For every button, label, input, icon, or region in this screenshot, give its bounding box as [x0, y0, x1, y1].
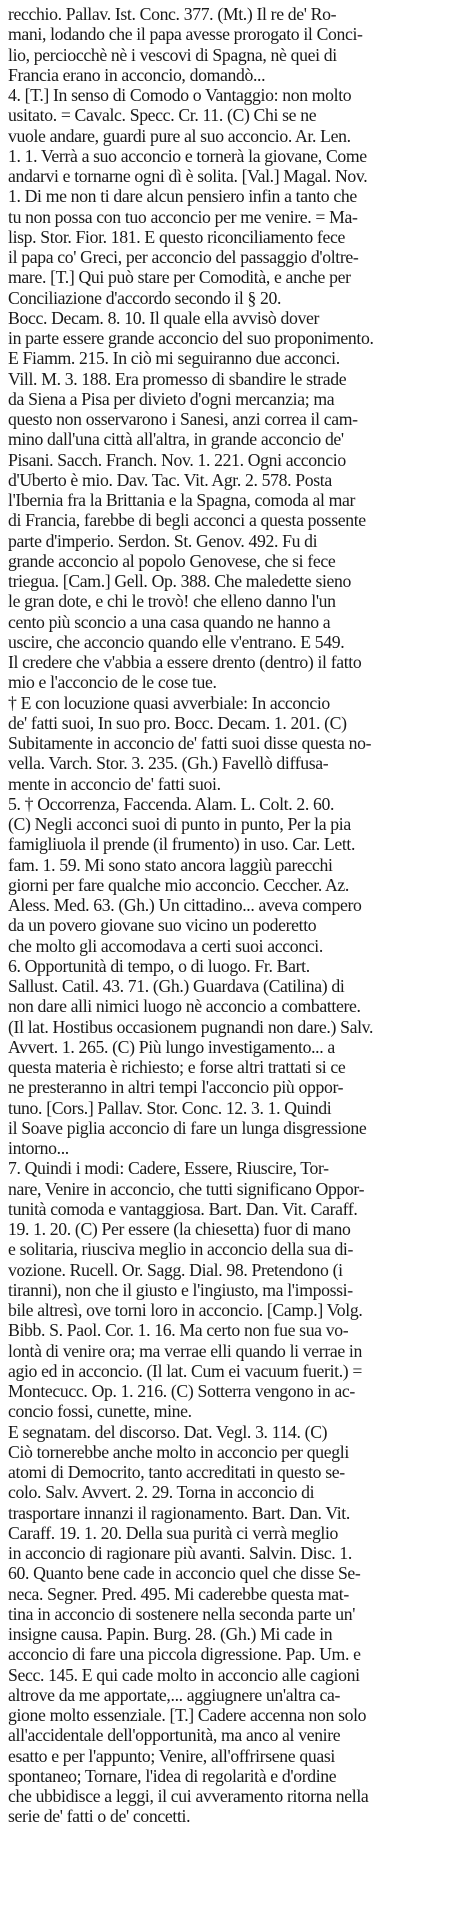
text-line: 60. Quanto bene cade in acconcio quel che disse Se- — [8, 1563, 361, 1584]
sense-heading-line: E segnatam. del discorso. Dat. Vegl. 3. 114. (C) — [8, 1421, 328, 1442]
text-line: Subitamente in acconcio de' fatti suoi disse questa no- — [8, 733, 372, 753]
text-line: Pisani. Sacch. Franch. Nov. 1. 221. Ogni acconcio — [8, 449, 346, 470]
dictionary-entry-column — [8, 4, 469, 1909]
text-line: fam. 1. 59. Mi sono stato ancora laggiù parecchi — [8, 854, 333, 875]
text-line: acconcio di fare una piccola digressione. Pap. Um. e — [8, 1644, 361, 1665]
text-line: grande acconcio al popolo Genovese, che si fece — [8, 550, 336, 571]
text-line: gione molto essenziale. [T.] Cadere accenna non solo — [8, 1705, 367, 1725]
text-line: di Francia, farebbe di begli acconci a questa possente — [8, 510, 366, 531]
text-line: vuole andare, guardi pure al suo acconcio. Ar. Len. — [8, 125, 351, 146]
text-line: E Fiamm. 215. In ciò mi seguiranno due acconci. — [8, 348, 340, 369]
text-line: andarvi e tornarne ogni dì è solita. [Val.] Magal. Nov. — [8, 166, 368, 186]
sense-heading-line: † E con locuzione quasi avverbiale: In acconcio — [8, 692, 330, 713]
text-line: mani, lodando che il papa avesse prorogato il Conci- — [8, 24, 363, 45]
text-line: che ubbidisce a leggi, il cui avveramento ritorna nella — [8, 1786, 369, 1806]
text-line: recchio. Pallav. Ist. Conc. 377. (Mt.) Il re de' Ro- — [8, 4, 337, 24]
text-line: mio e l'acconcio de le cose tue. — [8, 672, 217, 693]
text-line: concio fossi, cunette, mine. — [8, 1401, 192, 1422]
text-line: (C) Negli acconci suoi di punto in punto, Per la pia — [8, 814, 351, 834]
text-line: trasportare innanzi il ragionamento. Bart. Dan. Vit. — [8, 1502, 350, 1523]
text-line: non dare alli nimici luogo nè acconcio a combattere. — [8, 996, 361, 1017]
sense-heading-line: 7. Quindi i modi: Cadere, Essere, Riuscire, Tor- — [8, 1158, 329, 1179]
text-line: in parte essere grande acconcio del suo proponimento. — [8, 328, 374, 348]
text-line: all'accidentale dell'opportunità, ma anco al venire — [8, 1725, 341, 1746]
text-line: colo. Salv. Avvert. 2. 29. Torna in acconcio di — [8, 1482, 315, 1503]
text-line: 1. Di me non ti dare alcun pensiero infin a tanto che — [8, 186, 357, 207]
text-line: (Il lat. Hostibus occasionem pugnandi non dare.) Salv. — [8, 1016, 374, 1037]
text-line: tu non possa con tuo acconcio per me venire. = Ma- — [8, 206, 358, 227]
text-line — [8, 1827, 469, 1847]
text-line: de' fatti suoi, In suo pro. Bocc. Decam. 1. 201. (C) — [8, 712, 347, 733]
text-line: usitato. = Cavalc. Specc. Cr. 11. (C) Chi se ne — [8, 105, 317, 126]
text-line: Ciò tornerebbe anche molto in acconcio per quegli — [8, 1441, 349, 1462]
text-line: da Siena a Pisa per divieto d'ogni mercanzia; ma — [8, 388, 335, 409]
text-line: il Soave piglia acconcio di fare un lunga disgressione — [8, 1117, 367, 1138]
text-line: questo non osservarono i Sanesi, anzi correa il cam- — [8, 409, 358, 429]
text-line: Secc. 145. E qui cade molto in acconcio alle cagioni — [8, 1664, 360, 1685]
text-line: l'Ibernia fra la Brittania e la Spagna, comoda al mar — [8, 490, 356, 510]
text-line: Bibb. S. Paol. Cor. 1. 16. Ma certo non fue sua vo- — [8, 1320, 349, 1341]
text-line: 19. 1. 20. (C) Per essere (la chiesetta) fuor di mano — [8, 1219, 351, 1239]
text-line: in acconcio di ragionare più avanti. Salvin. Disc. 1. — [8, 1543, 352, 1563]
text-line: da un povero giovane suo vicino un poderetto — [8, 915, 317, 936]
text-line: spontaneo; Tornare, l'idea di regolarità e d'ordine — [8, 1765, 337, 1786]
text-line: ne presteranno in altri tempi l'acconcio più oppor- — [8, 1077, 344, 1098]
text-line: intorno... — [8, 1138, 69, 1158]
text-line: lio, perciocchè nè i vescovi di Spagna, nè quei di — [8, 44, 337, 65]
text-line: tina in acconcio di sostenere nella seconda parte un' — [8, 1603, 356, 1624]
text-line: d'Uberto è mio. Dav. Tac. Vit. Agr. 2. 578. Posta — [8, 469, 332, 490]
text-line: mino dall'una città all'altra, in grande acconcio de' — [8, 429, 344, 450]
text-line: questa materia è richiesto; e forse altri trattati si ce — [8, 1057, 346, 1077]
text-line: Francia erano in acconcio, domandò... — [8, 64, 266, 85]
text-line: Bocc. Decam. 8. 10. Il quale ella avvisò dover — [8, 307, 320, 328]
text-line: mare. [T.] Qui può stare per Comodità, e anche per — [8, 267, 351, 288]
text-line: Caraff. 19. 1. 20. Della sua purità ci verrà meglio — [8, 1522, 339, 1543]
text-line: triegua. [Cam.] Gell. Op. 388. Che maledette sieno — [8, 571, 352, 591]
text-line: e solitaria, riusciva meglio in acconcio della sua di- — [8, 1239, 354, 1260]
text-line: che molto gli accomodava a certi suoi acconci. — [8, 935, 323, 956]
text-line: Il credere che v'abbia a essere drento (dentro) il fatto — [8, 652, 362, 672]
text-line: esatto e per l'appunto; Venire, all'offrirsene quasi — [8, 1745, 335, 1766]
text-line: Conciliazione d'accordo secondo il § 20. — [8, 287, 282, 308]
text-line: vella. Varch. Stor. 3. 235. (Gh.) Favellò diffusa- — [8, 753, 329, 774]
text-line: serie de' fatti o de' concetti. — [8, 1806, 191, 1827]
text-line: tunità comoda e vantaggiosa. Bart. Dan. Vit. Caraff. — [8, 1198, 358, 1219]
sense-heading-line: 5. † Occorrenza, Faccenda. Alam. L. Colt. 2. 60. — [8, 793, 335, 814]
text-line: il papa co' Greci, per acconcio del passaggio d'oltre- — [8, 247, 359, 267]
text-line: famigliuola il prende (il frumento) in uso. Car. Lett. — [8, 834, 356, 855]
text-line: le gran dote, e chi le trovò! che elleno danno l'un — [8, 591, 336, 612]
text-line: cento più sconcio a una casa quando ne hanno a — [8, 611, 331, 632]
sense-heading-line: 6. Opportunità di tempo, o di luogo. Fr. Bart. — [8, 955, 310, 976]
text-line: giorni per fare qualche mio acconcio. Ceccher. Az. — [8, 874, 349, 895]
text-line: Sallust. Catil. 43. 71. (Gh.) Guardava (Catilina) di — [8, 976, 345, 996]
text-line: bile altresì, ove torni loro in acconcio. [Camp.] Volg. — [8, 1300, 363, 1320]
text-line — [8, 1847, 469, 1867]
text-line: nare, Venire in acconcio, che tutti significano Oppor- — [8, 1178, 365, 1199]
text-line: lontà di venire ora; ma verrae elli quando li verrae in — [8, 1340, 362, 1361]
text-line: uscire, che acconcio quando elle v'entrano. E 549. — [8, 631, 345, 652]
text-line: 1. 1. Verrà a suo acconcio e tornerà la giovane, Come — [8, 145, 367, 166]
text-line: agio ed in acconcio. (Il lat. Cum ei vacuum fuerit.) = — [8, 1360, 363, 1381]
sense-heading-line: 4. [T.] In senso di Comodo o Vantaggio: non molto — [8, 85, 352, 105]
text-line: Aless. Med. 63. (Gh.) Un cittadino... aveva compero — [8, 895, 362, 915]
text-line: parte d'imperio. Serdon. St. Genov. 492. Fu di — [8, 530, 318, 551]
text-line: tiranni), non che il giusto e l'ingiusto, ma l'impossi- — [8, 1279, 353, 1300]
text-line: Montecucc. Op. 1. 216. (C) Sotterra vengono in ac- — [8, 1381, 355, 1401]
text-line: atomi di Democrito, tanto accreditati in questo se- — [8, 1462, 345, 1482]
text-line: lisp. Stor. Fior. 181. E questo riconciliamento fece — [8, 226, 345, 247]
text-line: Vill. M. 3. 188. Era promesso di sbandire le strade — [8, 368, 347, 389]
text-line: Avvert. 1. 265. (C) Più lungo investigamento... a — [8, 1036, 335, 1057]
text-line: neca. Segner. Pred. 495. Mi caderebbe questa mat- — [8, 1583, 349, 1604]
text-line: tuno. [Cors.] Pallav. Stor. Conc. 12. 3. 1. Quindi — [8, 1097, 332, 1118]
text-line: altrove da me apportate,... aggiugnere un'altra ca- — [8, 1684, 341, 1705]
text-line: mente in acconcio de' fatti suoi. — [8, 773, 221, 794]
text-line: vozione. Rucell. Or. Sagg. Dial. 98. Pretendono (i — [8, 1259, 343, 1280]
text-line: insigne causa. Papin. Burg. 28. (Gh.) Mi cade in — [8, 1624, 333, 1644]
